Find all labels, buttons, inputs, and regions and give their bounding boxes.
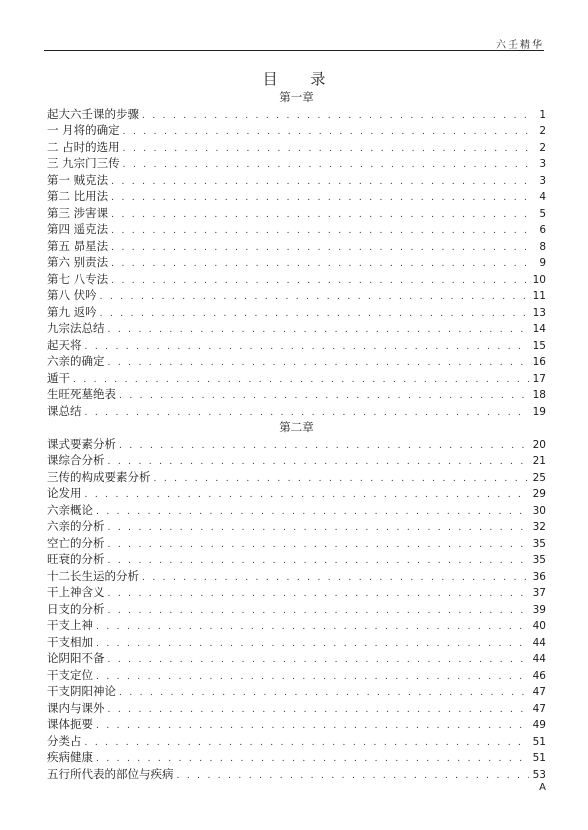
dot-leader xyxy=(100,289,529,306)
toc-entry-page-number: 47 xyxy=(532,702,546,715)
toc-entry-label: 六亲的分析 xyxy=(47,519,105,533)
toc-entry-page-number: 11 xyxy=(532,290,546,302)
toc-entry-page-number: 10 xyxy=(532,273,546,286)
table-of-contents xyxy=(47,89,546,782)
toc-entry[interactable] xyxy=(47,254,546,271)
toc-entry-page-number: 13 xyxy=(532,306,546,319)
dot-leader xyxy=(108,553,530,570)
dot-leader xyxy=(96,619,529,636)
toc-entry-label: 第六 别责法 xyxy=(47,255,109,269)
dot-leader xyxy=(111,256,529,273)
toc-entry-label: 第八 伏吟 xyxy=(47,288,97,302)
toc-entry-label: 第九 返吟 xyxy=(47,304,97,319)
toc-entry-label: 干支上神 xyxy=(47,618,93,632)
dot-leader xyxy=(123,124,529,141)
dot-leader xyxy=(108,586,530,603)
running-header: 六壬精华 xyxy=(496,40,544,51)
dot-leader xyxy=(111,174,529,191)
toc-entry-page-number: 6 xyxy=(539,224,546,236)
toc-entry[interactable] xyxy=(47,650,546,667)
toc-entry-label: 第三 涉害课 xyxy=(47,205,109,220)
toc-entry-label: 第五 昴星法 xyxy=(47,238,109,253)
toc-entry-label: 第七 八专法 xyxy=(47,271,109,286)
toc-entry-page-number: 29 xyxy=(532,488,546,500)
toc-entry-label: 六亲概论 xyxy=(47,502,93,517)
toc-entry[interactable] xyxy=(47,716,546,733)
toc-entry-page-number: 53 xyxy=(532,768,546,781)
toc-entry-label: 干支相加 xyxy=(47,634,93,649)
toc-entry-label: 课体扼要 xyxy=(47,717,93,731)
toc-entry-page-number: 17 xyxy=(532,372,546,385)
toc-entry-label: 三 九宗门三传 xyxy=(47,156,120,170)
toc-entry[interactable] xyxy=(47,518,546,535)
dot-leader xyxy=(108,537,530,554)
dot-leader xyxy=(108,702,530,719)
toc-entry-page-number: 35 xyxy=(532,537,546,550)
toc-entry[interactable] xyxy=(47,502,546,519)
toc-entry[interactable] xyxy=(47,485,546,502)
toc-entry-page-number: 8 xyxy=(539,240,546,253)
toc-entry[interactable] xyxy=(47,733,546,750)
toc-entry[interactable] xyxy=(47,667,546,684)
dot-leader xyxy=(96,718,529,735)
toc-entry-page-number: 9 xyxy=(539,257,546,269)
toc-entry-page-number: 37 xyxy=(532,587,546,599)
toc-entry-page-number: 1 xyxy=(539,108,546,121)
toc-entry-label: 第四 遥克法 xyxy=(47,222,109,236)
toc-entry[interactable] xyxy=(47,584,546,601)
chapter-heading: 第二章 xyxy=(279,420,314,434)
toc-entry[interactable] xyxy=(47,403,546,420)
toc-entry[interactable] xyxy=(47,634,546,651)
toc-entry-page-number: 25 xyxy=(532,471,546,484)
toc-entry-page-number: 51 xyxy=(532,735,546,748)
toc-entry[interactable] xyxy=(47,106,546,123)
toc-entry[interactable] xyxy=(47,287,546,304)
dot-leader xyxy=(142,570,529,587)
toc-entry-label: 生旺死墓绝表 xyxy=(47,387,116,401)
toc-entry[interactable] xyxy=(47,700,546,717)
toc-entry-page-number: 35 xyxy=(532,554,546,566)
chapter-heading: 第一章 xyxy=(279,90,314,104)
toc-entry[interactable] xyxy=(47,386,546,403)
dot-leader xyxy=(177,768,530,785)
toc-entry[interactable] xyxy=(47,271,546,288)
toc-entry-page-number: 15 xyxy=(532,339,546,352)
dot-leader xyxy=(108,520,530,537)
dot-leader xyxy=(123,157,529,174)
toc-entry-page-number: 44 xyxy=(532,636,546,649)
toc-entry-label: 日支的分析 xyxy=(47,601,105,616)
footer-mark: A xyxy=(539,782,546,793)
toc-entry[interactable] xyxy=(47,436,546,453)
toc-entry-label: 课内与课外 xyxy=(47,700,105,715)
toc-entry-page-number: 32 xyxy=(532,521,546,533)
toc-entry-page-number: 30 xyxy=(532,504,546,517)
dot-leader xyxy=(142,108,529,125)
dot-leader xyxy=(96,504,529,521)
toc-entry-page-number: 20 xyxy=(532,438,546,451)
toc-entry-label: 一 月将的确定 xyxy=(47,123,120,137)
dot-leader xyxy=(108,454,530,471)
toc-entry-page-number: 4 xyxy=(539,191,546,203)
dot-leader xyxy=(154,471,530,488)
toc-entry-page-number: 40 xyxy=(532,620,546,632)
toc-entry-page-number: 16 xyxy=(532,356,546,368)
toc-entry-page-number: 5 xyxy=(539,207,546,220)
toc-entry[interactable] xyxy=(47,766,546,783)
toc-entry[interactable] xyxy=(47,601,546,618)
toc-entry-label: 二 占时的选用 xyxy=(47,139,120,154)
toc-entry-page-number: 19 xyxy=(532,405,546,418)
dot-leader xyxy=(96,636,529,653)
toc-entry-label: 课总结 xyxy=(47,403,82,418)
toc-entry[interactable] xyxy=(47,683,546,700)
toc-entry-label: 旺衰的分析 xyxy=(47,552,105,566)
dot-leader xyxy=(108,603,530,620)
dot-leader xyxy=(123,141,529,158)
toc-entry-page-number: 18 xyxy=(532,389,546,401)
toc-entry[interactable] xyxy=(47,238,546,255)
toc-entry-label: 干支定位 xyxy=(47,667,93,682)
toc-title: 目 录 xyxy=(262,70,340,88)
toc-entry-page-number: 49 xyxy=(532,719,546,731)
toc-entry-page-number: 21 xyxy=(532,455,546,467)
toc-entry-page-number: 51 xyxy=(532,752,546,764)
toc-entry-page-number: 3 xyxy=(539,174,546,187)
toc-entry[interactable] xyxy=(47,320,546,337)
toc-entry-page-number: 39 xyxy=(532,603,546,616)
dot-leader xyxy=(119,438,529,455)
toc-entry-label: 十二长生运的分析 xyxy=(47,568,139,583)
toc-entry[interactable] xyxy=(47,469,546,486)
toc-entry-label: 干上神含义 xyxy=(47,585,105,599)
dot-leader xyxy=(85,487,530,504)
toc-entry-label: 论阴阳不备 xyxy=(47,651,105,665)
toc-entry-page-number: 2 xyxy=(539,125,546,137)
toc-entry[interactable] xyxy=(47,139,546,156)
toc-entry-label: 分类占 xyxy=(47,733,82,748)
dot-leader xyxy=(108,355,530,372)
toc-entry-label: 三传的构成要素分析 xyxy=(47,469,151,484)
toc-entry[interactable] xyxy=(47,122,546,139)
toc-entry-label: 空亡的分析 xyxy=(47,535,105,550)
dot-leader xyxy=(119,388,529,405)
toc-entry-page-number: 3 xyxy=(539,158,546,170)
toc-entry-label: 课综合分析 xyxy=(47,453,105,467)
toc-entry-label: 第一 贼克法 xyxy=(47,172,109,187)
toc-entry-label: 起天将 xyxy=(47,337,82,352)
dot-leader xyxy=(85,735,530,752)
toc-entry-page-number: 44 xyxy=(532,653,546,665)
dot-leader xyxy=(85,339,530,356)
toc-entry[interactable] xyxy=(47,551,546,568)
toc-entry-label: 论发用 xyxy=(47,486,82,500)
toc-entry-label: 遁干 xyxy=(47,370,70,385)
toc-entry[interactable] xyxy=(47,749,546,766)
dot-leader xyxy=(108,652,530,669)
toc-entry[interactable] xyxy=(47,535,546,552)
header-rule xyxy=(44,50,544,51)
dot-leader xyxy=(111,190,529,207)
dot-leader xyxy=(73,372,529,389)
dot-leader xyxy=(111,240,529,257)
toc-entry[interactable] xyxy=(47,370,546,387)
toc-entry-label: 疾病健康 xyxy=(47,750,93,764)
toc-entry[interactable] xyxy=(47,304,546,321)
toc-entry-page-number: 14 xyxy=(532,323,546,335)
toc-entry[interactable] xyxy=(47,568,546,585)
toc-entry-page-number: 2 xyxy=(539,141,546,154)
toc-entry[interactable] xyxy=(47,353,546,370)
toc-entry[interactable] xyxy=(47,188,546,205)
dot-leader xyxy=(111,207,529,224)
toc-entry[interactable] xyxy=(47,452,546,469)
toc-entry[interactable] xyxy=(47,337,546,354)
dot-leader xyxy=(111,273,529,290)
toc-entry[interactable] xyxy=(47,617,546,634)
toc-entry-label: 干支阴阳神论 xyxy=(47,684,116,698)
dot-leader xyxy=(96,669,529,686)
toc-entry-label: 六亲的确定 xyxy=(47,354,105,368)
dot-leader xyxy=(119,685,529,702)
toc-entry-label: 九宗法总结 xyxy=(47,321,105,335)
toc-entry[interactable] xyxy=(47,205,546,222)
dot-leader xyxy=(108,322,530,339)
toc-entry[interactable] xyxy=(47,155,546,172)
toc-entry[interactable] xyxy=(47,221,546,238)
dot-leader xyxy=(111,223,529,240)
toc-entry-label: 五行所代表的部位与疾病 xyxy=(47,766,174,781)
toc-entry-page-number: 47 xyxy=(532,686,546,698)
toc-entry-page-number: 36 xyxy=(532,570,546,583)
toc-entry[interactable] xyxy=(47,172,546,189)
toc-entry-label: 第二 比用法 xyxy=(47,189,109,203)
toc-entry-label: 起大六壬课的步骤 xyxy=(47,106,139,121)
toc-entry-label: 课式要素分析 xyxy=(47,436,116,451)
toc-entry-page-number: 46 xyxy=(532,669,546,682)
dot-leader xyxy=(100,306,529,323)
